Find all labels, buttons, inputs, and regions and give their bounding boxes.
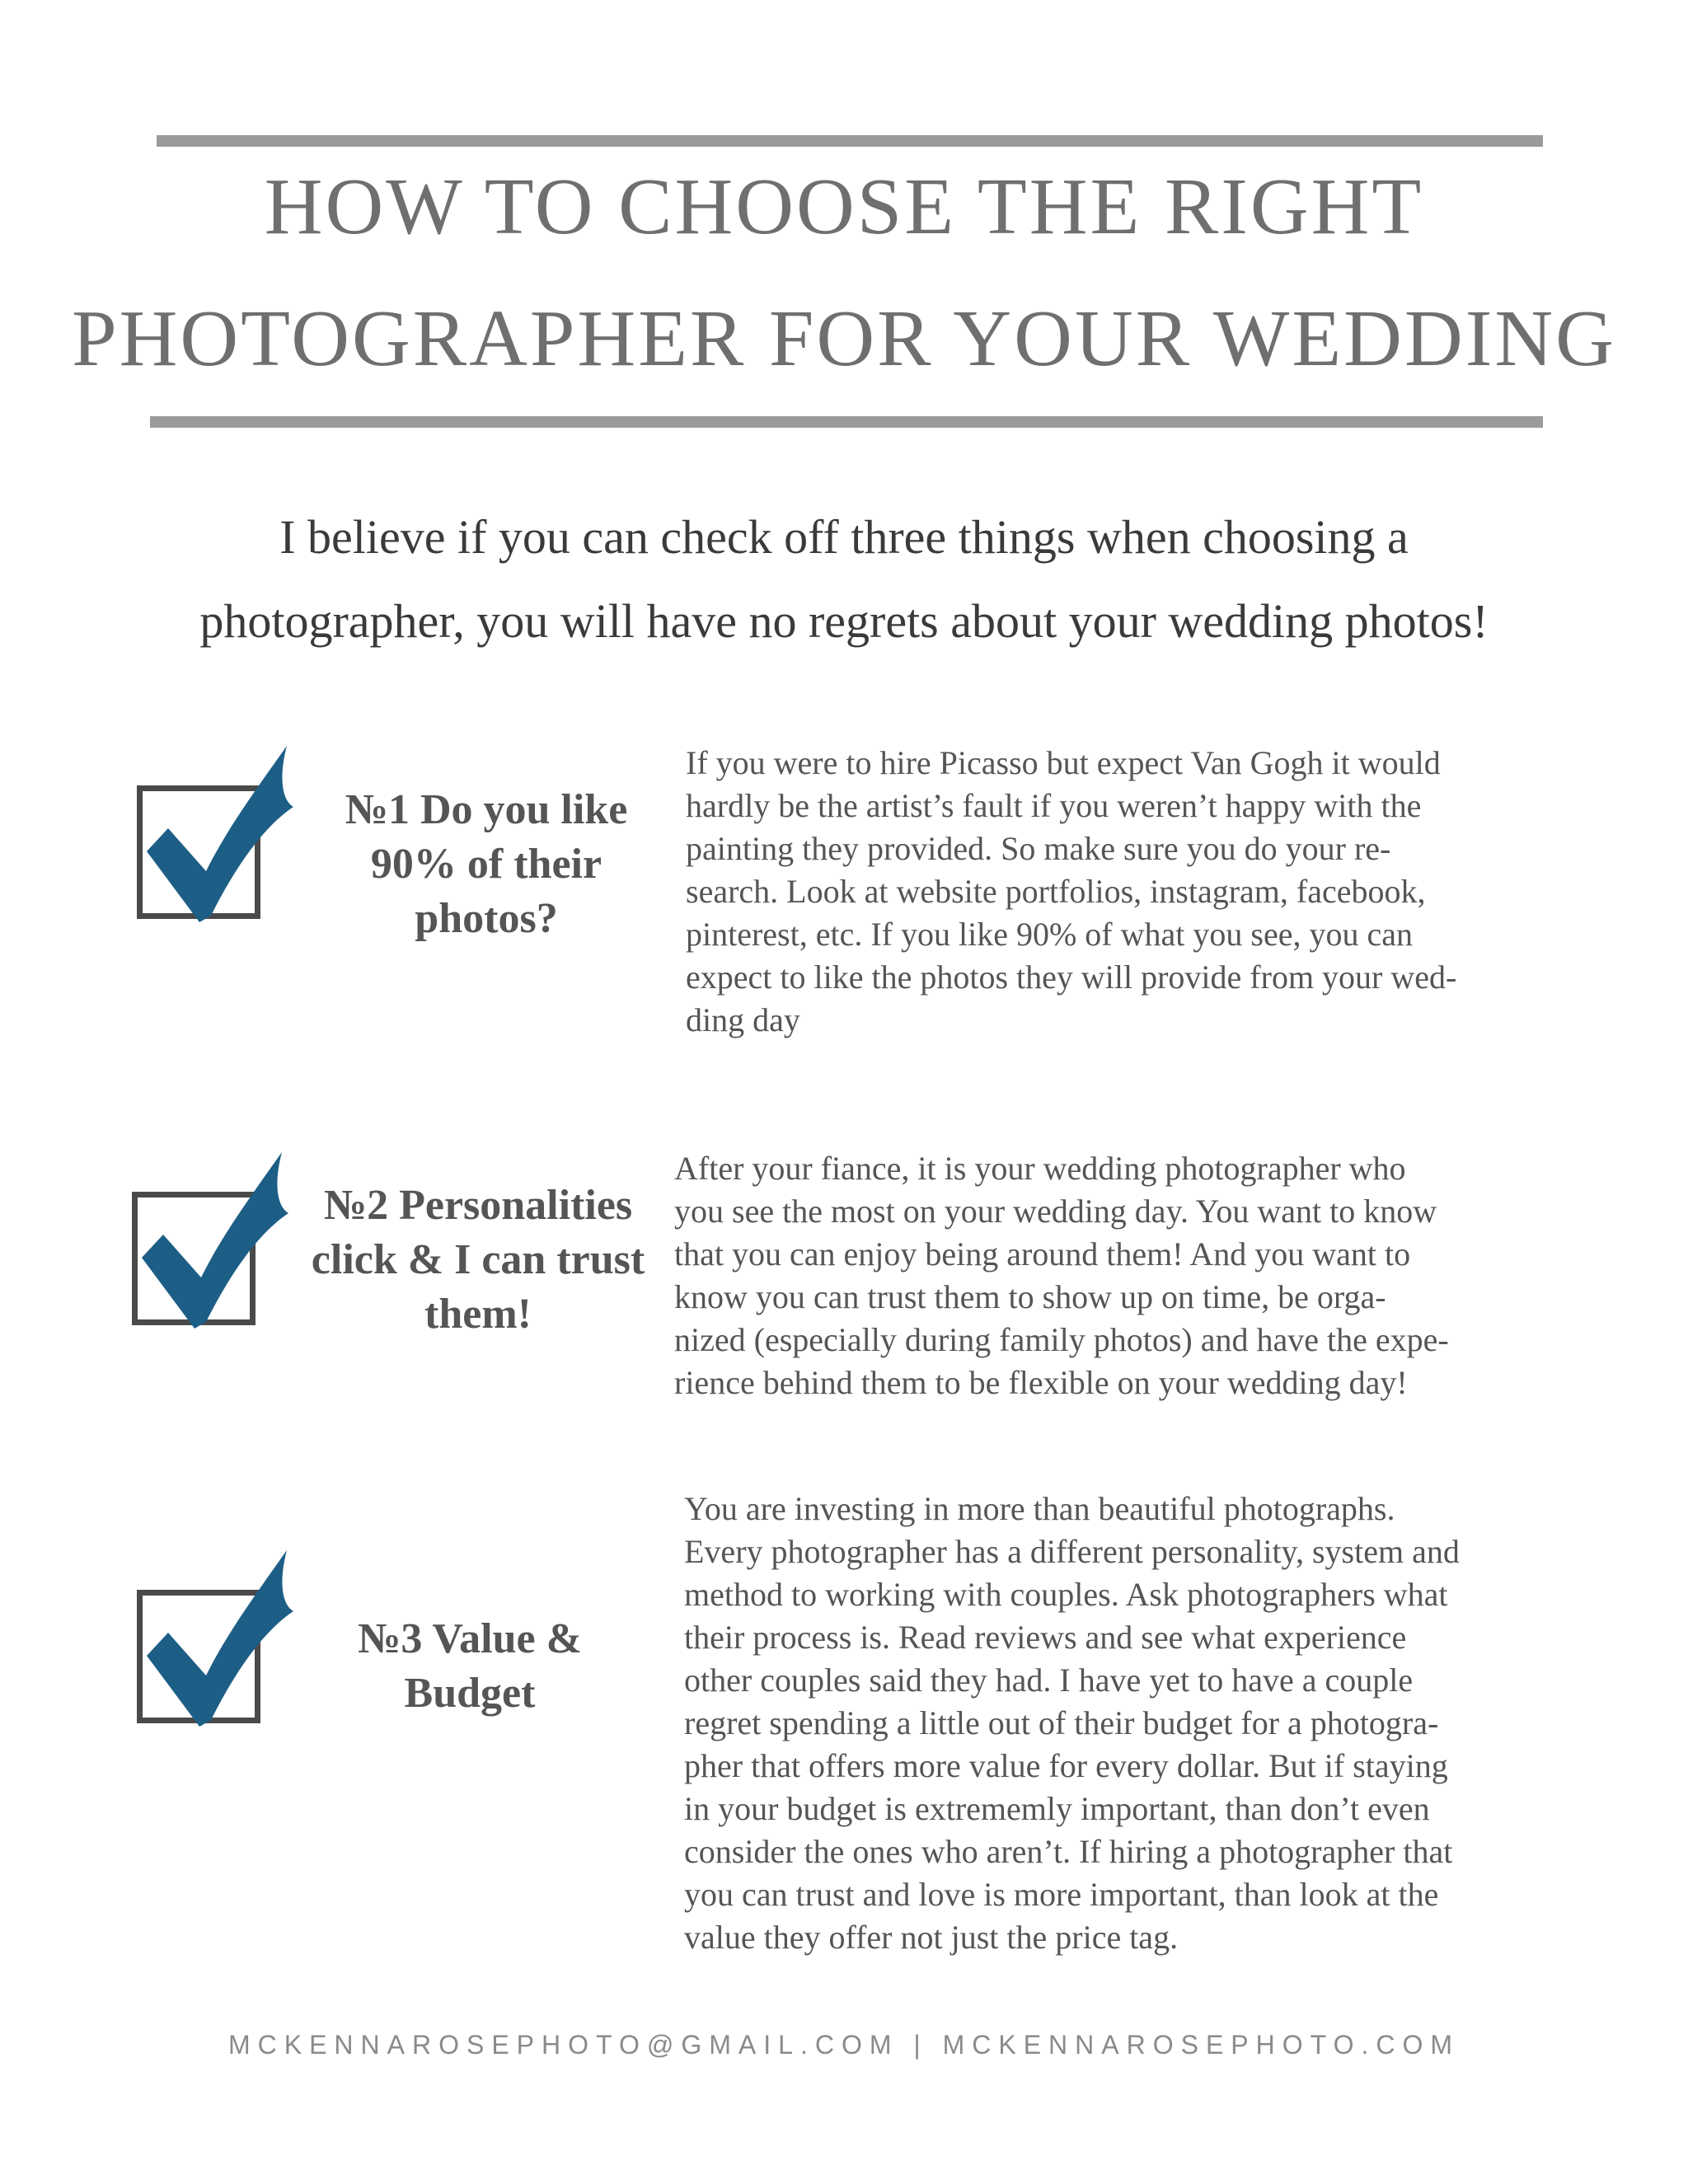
title-rule-top (157, 135, 1543, 147)
item-heading-3: №3 Value & Budget (358, 1615, 582, 1717)
intro-text-line-2: photographer, you will have no regrets about your wedding photos! (199, 594, 1489, 648)
page-title-line-1: HOW TO CHOOSE THE RIGHT (264, 162, 1424, 251)
intro-text-line-1: I believe if you can check off three things when choosing a (279, 510, 1409, 564)
title-rule-bottom (150, 416, 1543, 428)
page-title-line-2: PHOTOGRAPHER FOR YOUR WEDDING (72, 294, 1616, 383)
item-heading-1: №1 Do you like 90% of their photos? (345, 786, 628, 942)
checkmark-icon (135, 1152, 292, 1333)
item-heading-2: №2 Personalities click & I can trust them! (311, 1182, 645, 1338)
item-body-3: You are investing in more than beautiful photographs. Every photographer has a different personality, system and method to working with couples. Ask photographers what their process is. Read reviews and see what experience other couples said they had. I have yet to have a couple regret spending a little out of their budget for a photogra- pher that offers more value for every dollar. But if staying in your budget is extrememly important, than don’t even consider the ones who aren’t. If hiring a photographer that you can trust and love is more important, than look at the value they offer not just the price tag. (684, 1490, 1460, 1956)
item-body-2: After your fiance, it is your wedding photographer who you see the most on your wedding day. You want to know that you can enjoy being around them! And you want to know you can trust them to show up on time, be orga- nized (especially during family photos) and have the expe- rience behind them to be flexible on your wedding day! (674, 1150, 1449, 1401)
checkmark-icon (140, 1550, 297, 1732)
checkmark-icon (140, 746, 297, 927)
item-body-1: If you were to hire Picasso but expect Van Gogh it would hardly be the artist’s fault if you weren’t happy with the painting they provided. So make sure you do your re- search. Look at website portfolios, instagram, facebook, pinterest, etc. If you like 90% of what you see, you can expect to like the photos they will provide from your wed- ding day (686, 744, 1457, 1038)
footer-contact: MCKENNAROSEPHOTO@GMAIL.COM | MCKENNAROSEPHOTO.COM (227, 2030, 1461, 2060)
